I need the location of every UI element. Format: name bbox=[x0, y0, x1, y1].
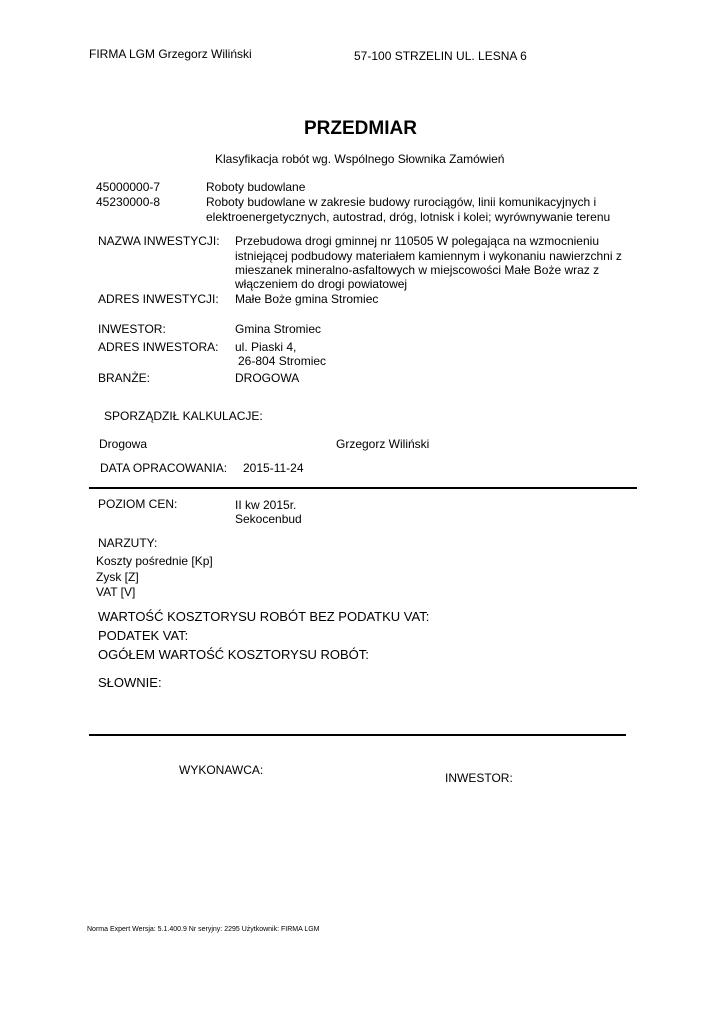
investor-address-line: 26-804 Stromiec bbox=[238, 354, 327, 368]
branch-value: DROGOWA bbox=[235, 371, 300, 385]
price-level-line: Sekocenbud bbox=[235, 512, 302, 526]
investor-signature-label: INWESTOR: bbox=[445, 771, 513, 785]
markup-item: Zysk [Z] bbox=[96, 570, 139, 584]
prepared-by-label: SPORZĄDZIŁ KALKULACJE: bbox=[104, 409, 263, 423]
preparation-date-value: 2015-11-24 bbox=[243, 461, 304, 475]
software-footer: Norma Expert Wersja: 5.1.400.9 Nr seryjny: 2295 Użytkownik: FIRMA LGM bbox=[87, 926, 320, 933]
investment-name-label: NAZWA INWESTYCJI: bbox=[98, 234, 220, 248]
prepared-person: Grzegorz Wiliński bbox=[336, 437, 430, 451]
price-level-label: POZIOM CEN: bbox=[98, 497, 178, 511]
company-address: 57-100 STRZELIN UL. LESNA 6 bbox=[354, 49, 527, 63]
net-value-label: WARTOŚĆ KOSZTORYSU ROBÓT BEZ PODATKU VAT: bbox=[98, 609, 430, 624]
section-divider bbox=[89, 487, 637, 489]
cpv-description: Roboty budowlane w zakresie budowy rurociągów, linii komunikacyjnych i bbox=[206, 195, 597, 209]
investment-name-line: Przebudowa drogi gminnej nr 110505 W polegająca na wzmocnieniu bbox=[235, 234, 599, 248]
gross-value-label: OGÓŁEM WARTOŚĆ KOSZTORYSU ROBÓT: bbox=[98, 647, 369, 662]
investment-address-value: Małe Boże gmina Stromiec bbox=[235, 292, 379, 306]
cpv-code: 45000000-7 bbox=[96, 180, 161, 194]
in-words-label: SŁOWNIE: bbox=[98, 675, 162, 690]
cpv-description: Roboty budowlane bbox=[206, 180, 306, 194]
vat-label: PODATEK VAT: bbox=[98, 628, 189, 643]
markup-item: VAT [V] bbox=[96, 585, 136, 599]
investment-address-label: ADRES INWESTYCJI: bbox=[98, 292, 219, 306]
investor-value: Gmina Stromiec bbox=[235, 322, 322, 336]
signature-divider bbox=[89, 734, 626, 736]
cpv-description: elektroenergetycznych, autostrad, dróg, lotnisk i kolei; wyrównywanie terenu bbox=[206, 210, 611, 224]
prepared-branch: Drogowa bbox=[99, 437, 148, 451]
company-name: FIRMA LGM Grzegorz Wiliński bbox=[89, 47, 252, 61]
markup-item: Koszty pośrednie [Kp] bbox=[96, 554, 213, 568]
investor-label: INWESTOR: bbox=[98, 322, 166, 336]
investment-name-line: mieszanek mineralno-asfaltowych w miejscowości Małe Boże wraz z bbox=[235, 263, 600, 277]
investor-address-label: ADRES INWESTORA: bbox=[98, 340, 219, 354]
branch-label: BRANŻE: bbox=[98, 371, 151, 385]
markups-label: NARZUTY: bbox=[98, 536, 158, 550]
document-title: PRZEDMIAR bbox=[304, 118, 417, 139]
price-level-line: II kw 2015r. bbox=[235, 498, 297, 512]
investment-name-line: włączeniem do drogi powiatowej bbox=[235, 277, 408, 291]
contractor-signature-label: WYKONAWCA: bbox=[179, 763, 264, 777]
cpv-code: 45230000-8 bbox=[96, 195, 161, 209]
document-subtitle: Klasyfikacja robót wg. Wspólnego Słownika Zamówień bbox=[215, 152, 505, 166]
investment-name-line: istniejącej podbudowy materiałem kamiennym i wykonaniu nawierzchni z bbox=[235, 249, 622, 263]
preparation-date-label: DATA OPRACOWANIA: bbox=[100, 461, 228, 475]
investor-address-line: ul. Piaski 4, bbox=[235, 340, 297, 354]
